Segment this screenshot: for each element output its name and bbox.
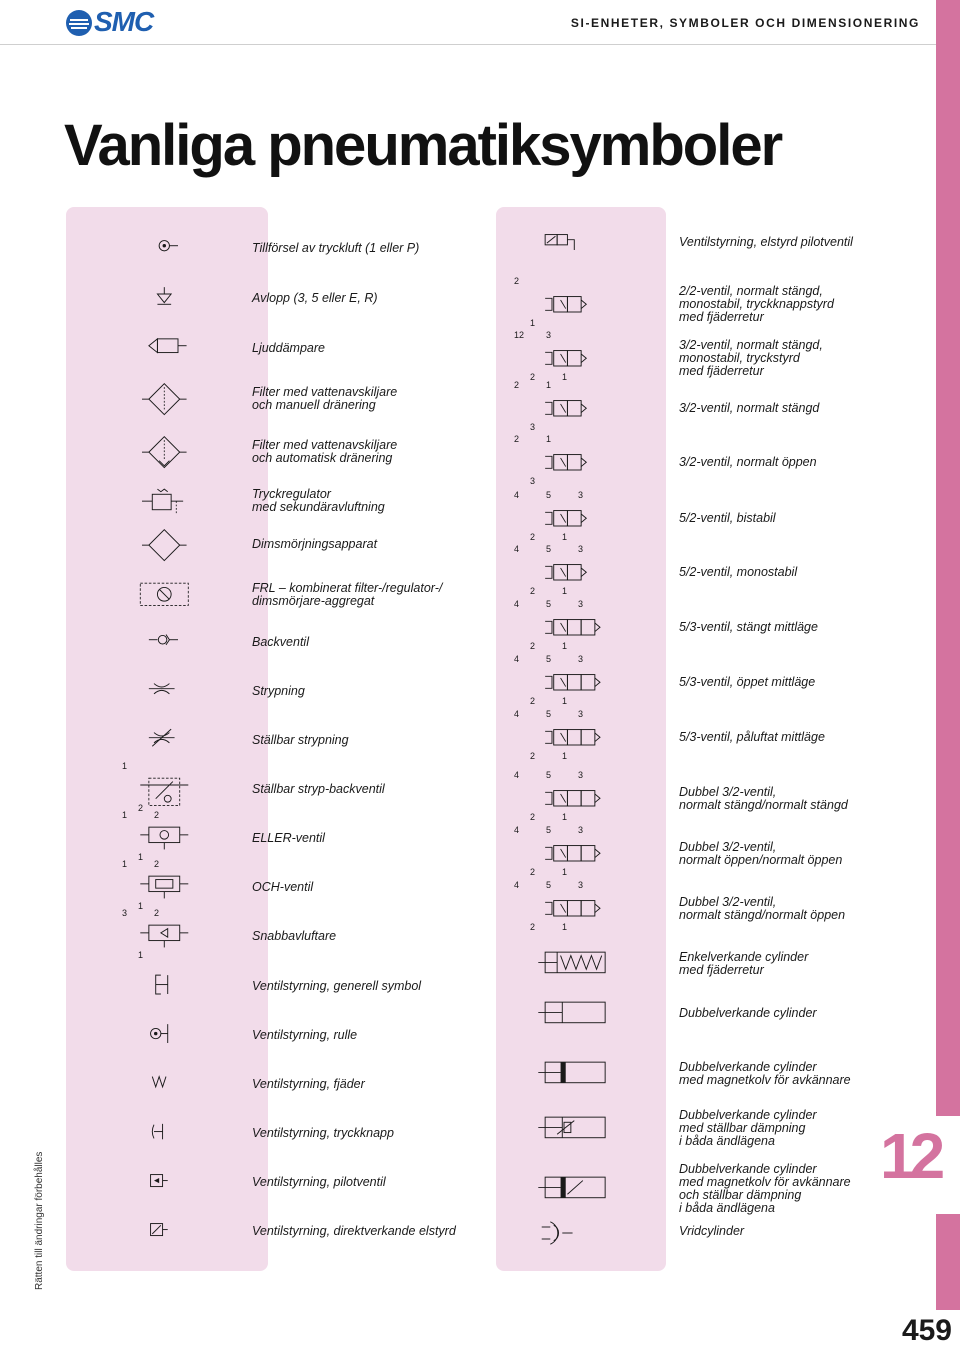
port-number: 5: [546, 490, 552, 500]
symbol-label: Ställbar strypning: [252, 733, 349, 747]
port-number: 1: [138, 901, 144, 911]
double-acting-cushion-cylinder-icon: [528, 1112, 648, 1153]
port-number: 5: [546, 880, 552, 890]
lubricator-icon: [136, 528, 196, 569]
port-number: 2: [530, 372, 536, 382]
symbol-label: Vridcylinder: [679, 1224, 745, 1238]
port-number: 1: [122, 761, 128, 771]
quick-exhaust-icon: [122, 908, 196, 961]
port-number: 1: [562, 586, 568, 596]
port-number: 1: [562, 812, 568, 822]
port-number: 2: [514, 380, 520, 390]
symbol-label: 5/3-ventil, stängt mittläge: [679, 620, 818, 634]
symbol-label: Ventilstyrning, generell symbol: [252, 979, 422, 993]
symbol-label: Filter med vattenavskiljare och automatisk dränering: [252, 437, 398, 465]
port-number: 3: [578, 825, 584, 835]
double-valve-nc-no-icon: [514, 880, 648, 933]
actuation-solenoid-icon: [136, 1215, 196, 1256]
port-number: 2: [154, 859, 160, 869]
port-number: 3: [578, 709, 584, 719]
symbol-label: Ljuddämpare: [252, 341, 325, 355]
symbol-label: Dubbelverkande cylinder med magnetkolv för avkännare och ställbar dämpning i båda ändlägena: [679, 1161, 851, 1215]
check-valve-icon: [136, 626, 196, 667]
port-number: 3: [122, 908, 128, 918]
port-number: 2: [530, 867, 536, 877]
single-acting-cylinder-icon: [528, 947, 648, 988]
chapter-tab-gap: [936, 1116, 960, 1214]
actuation-pilot-icon: [136, 1166, 196, 1207]
port-number: 1: [122, 810, 128, 820]
symbol-label: Ventilstyrning, direktverkande elstyrd: [252, 1224, 456, 1238]
port-number: 5: [546, 654, 552, 664]
actuation-pushbutton-icon: [136, 1117, 196, 1158]
port-number: 3: [578, 490, 584, 500]
or-valve-icon: [122, 810, 196, 863]
port-number: 1: [562, 696, 568, 706]
silencer-icon: [136, 332, 196, 373]
port-number: 1: [138, 852, 144, 862]
symbol-label: Strypning: [252, 684, 305, 698]
port-number: 3: [578, 770, 584, 780]
port-number: 2: [530, 586, 536, 596]
symbol-label: 3/2-ventil, normalt stängd: [679, 401, 820, 415]
rights-note: Rätten till ändringar förbehålles: [34, 1151, 45, 1290]
symbol-label: Ställbar stryp-backventil: [252, 782, 385, 796]
port-number: 2: [154, 810, 160, 820]
port-number: 2: [530, 641, 536, 651]
actuation-solenoid-pilot-icon: [528, 226, 648, 267]
rotary-actuator-icon: [528, 1215, 648, 1256]
port-number: 4: [514, 880, 520, 890]
valve-5-2-bistable-icon: [514, 490, 648, 543]
symbol-label: Tryckregulator med sekundäravluftning: [252, 486, 385, 514]
port-number: 2: [530, 922, 536, 932]
port-number: 4: [514, 544, 520, 554]
port-number: 1: [562, 867, 568, 877]
symbol-label: ELLER-ventil: [252, 831, 325, 845]
filter-auto-drain-icon: [136, 435, 196, 476]
exhaust-icon: [136, 282, 196, 323]
header-divider: [0, 44, 936, 45]
pressure-source-icon: [136, 232, 196, 273]
double-valve-no-no-icon: [514, 825, 648, 878]
port-number: 5: [546, 770, 552, 780]
valve-5-3-open-icon: [514, 654, 648, 707]
symbol-label: 5/3-ventil, påluftat mittläge: [679, 730, 825, 744]
adjustable-throttle-check-icon: [122, 761, 196, 814]
symbol-label: Tillförsel av tryckluft (1 eller P): [252, 241, 420, 255]
port-number: 1: [122, 859, 128, 869]
port-number: 3: [530, 422, 536, 432]
port-number: 5: [546, 544, 552, 554]
port-number: 4: [514, 825, 520, 835]
port-number: 4: [514, 770, 520, 780]
filter-manual-drain-icon: [136, 382, 196, 423]
port-number: 12: [514, 330, 525, 340]
port-number: 3: [530, 476, 536, 486]
port-number: 2: [154, 908, 160, 918]
port-number: 2: [514, 276, 520, 286]
symbol-label: 3/2-ventil, normalt öppen: [679, 455, 817, 469]
port-number: 1: [546, 380, 552, 390]
actuation-general-icon: [136, 970, 196, 1011]
port-number: 2: [530, 812, 536, 822]
double-acting-magnet-cylinder-icon: [528, 1057, 648, 1098]
port-number: 1: [546, 434, 552, 444]
chapter-tab-strip: [936, 0, 960, 1310]
symbol-label: OCH-ventil: [252, 880, 314, 894]
port-number: 4: [514, 490, 520, 500]
port-number: 5: [546, 825, 552, 835]
smc-logo-icon: [64, 8, 94, 38]
port-number: 2: [530, 696, 536, 706]
symbol-label: 5/2-ventil, monostabil: [679, 565, 798, 579]
symbol-label: Dubbelverkande cylinder med ställbar dämpning i båda ändlägena: [679, 1108, 817, 1148]
symbol-label: Dubbel 3/2-ventil, normalt öppen/normalt öppen: [679, 839, 843, 867]
port-number: 5: [546, 709, 552, 719]
symbol-label: FRL – kombinerat filter-/regulator-/ dimsmörjare-aggregat: [252, 580, 443, 608]
symbol-label: Dubbelverkande cylinder med magnetkolv för avkännare: [679, 1059, 851, 1087]
port-number: 4: [514, 709, 520, 719]
symbol-label: Dubbelverkande cylinder: [679, 1006, 817, 1020]
symbol-label: Backventil: [252, 635, 309, 649]
port-number: 4: [514, 654, 520, 664]
page-number: 459: [901, 1314, 952, 1347]
symbol-label: Dubbel 3/2-ventil, normalt stängd/normalt stängd: [679, 784, 848, 812]
port-number: 3: [578, 654, 584, 664]
port-number: 2: [530, 751, 536, 761]
and-valve-icon: [122, 859, 196, 912]
valve-3-2-pressure-icon: [514, 330, 648, 383]
actuation-roller-icon: [136, 1019, 196, 1060]
symbol-label: 5/3-ventil, öppet mittläge: [679, 675, 816, 689]
port-number: 2: [514, 434, 520, 444]
symbol-label: Filter med vattenavskiljare och manuell dränering: [252, 384, 398, 412]
symbol-label: 2/2-ventil, normalt stängd, monostabil, tryckknappstyrd med fjäderretur: [679, 284, 834, 324]
brand-name: SMC: [94, 6, 154, 37]
throttle-icon: [136, 675, 196, 716]
double-acting-cylinder-icon: [528, 997, 648, 1038]
symbol-label: 3/2-ventil, normalt stängd, monostabil, tryckstyrd med fjäderretur: [679, 338, 823, 378]
symbol-label: Ventilstyrning, tryckknapp: [252, 1126, 394, 1140]
symbol-label: Dimsmörjningsapparat: [252, 537, 378, 551]
valve-3-2-nc-icon: [514, 380, 648, 433]
port-number: 1: [562, 532, 568, 542]
symbol-label: Avlopp (3, 5 eller E, R): [252, 291, 378, 305]
symbol-label: Ventilstyrning, pilotventil: [252, 1175, 386, 1189]
pressure-regulator-icon: [136, 484, 196, 525]
symbol-label: 5/2-ventil, bistabil: [679, 511, 776, 525]
actuation-spring-icon: [136, 1068, 196, 1109]
valve-5-3-pressurized-icon: [514, 709, 648, 762]
port-number: 1: [138, 950, 144, 960]
port-number: 1: [562, 641, 568, 651]
valve-3-2-no-icon: [514, 434, 648, 487]
symbol-label: Ventilstyrning, rulle: [252, 1028, 358, 1042]
port-number: 3: [578, 880, 584, 890]
symbol-label: Ventilstyrning, elstyrd pilotventil: [679, 235, 853, 249]
page-title: Vanliga pneumatiksymboler: [64, 113, 782, 178]
port-number: 3: [546, 330, 552, 340]
section-title: SI-ENHETER, SYMBOLER OCH DIMENSIONERING: [570, 16, 920, 30]
port-number: 3: [578, 544, 584, 554]
port-number: 1: [562, 922, 568, 932]
frl-unit-icon: [136, 578, 196, 619]
symbol-label: Snabbavluftare: [252, 929, 337, 943]
port-number: 4: [514, 599, 520, 609]
valve-2-2-pushbutton-icon: [514, 276, 648, 329]
port-number: 3: [578, 599, 584, 609]
port-number: 1: [562, 751, 568, 761]
double-valve-nc-nc-icon: [514, 770, 648, 823]
port-number: 2: [138, 803, 144, 813]
symbol-label: Enkelverkande cylinder med fjäderretur: [679, 949, 809, 977]
double-acting-magnet-cushion-cylinder-icon: [528, 1172, 648, 1213]
port-number: 5: [546, 599, 552, 609]
valve-5-3-closed-icon: [514, 599, 648, 652]
valve-5-2-monostable-icon: [514, 544, 648, 597]
symbol-label: Ventilstyrning, fjäder: [252, 1077, 365, 1091]
chapter-number: 12: [880, 1120, 940, 1192]
adjustable-throttle-icon: [136, 724, 196, 765]
port-number: 1: [562, 372, 568, 382]
port-number: 1: [530, 318, 536, 328]
symbol-label: Dubbel 3/2-ventil, normalt stängd/normalt öppen: [679, 894, 846, 922]
port-number: 2: [530, 532, 536, 542]
